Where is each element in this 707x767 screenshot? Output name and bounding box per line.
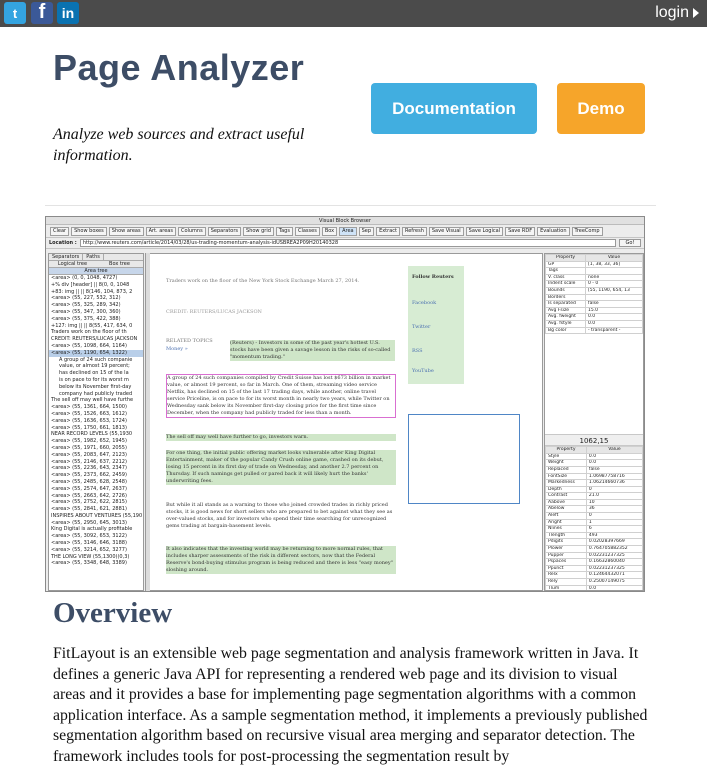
tree-row[interactable]: THE LONG VIEW (55,1300)(0,3) (51, 553, 130, 560)
property-row (546, 559, 643, 566)
toolbar-button[interactable]: Tags (276, 227, 293, 236)
chevron-right-icon[interactable] (693, 8, 699, 18)
tree-row[interactable]: <area> (55, 1361, 664, 1500) (51, 404, 127, 411)
app-screenshot (45, 216, 645, 592)
tree-row[interactable]: NEAR RECORD LEVELS (55,1930 (51, 431, 133, 438)
property-row (546, 493, 643, 500)
property-name: Replaced (546, 466, 587, 473)
property-value: 493 (586, 532, 642, 539)
toolbar-button[interactable]: Save Logical (466, 227, 503, 236)
tab-box-tree[interactable]: Box tree (109, 261, 130, 267)
tree-row[interactable]: <area> (55, 2083, 647, 2123) (51, 451, 127, 458)
tree-row[interactable]: <area> (55, 375, 422, 388) (51, 315, 121, 322)
property-value: 0.16632860040 (586, 559, 642, 566)
property-row (546, 453, 643, 460)
property-name: Depth (546, 486, 587, 493)
property-value: 21.0 (586, 493, 642, 500)
property-name: Tags (546, 268, 586, 275)
property-value: 0 (586, 513, 642, 520)
property-name: Avg. fstyle (546, 320, 586, 327)
property-value: 1.06987758716 (586, 473, 642, 480)
property-name: Tlum (546, 585, 587, 591)
property-value: 15.0 (586, 307, 643, 314)
property-row (546, 513, 643, 520)
property-row (546, 499, 643, 506)
tree-pane (48, 253, 144, 591)
property-value: 1.06214660736 (586, 480, 642, 487)
page-preview (145, 253, 543, 591)
documentation-button[interactable]: Documentation (371, 83, 537, 134)
property-row (546, 579, 643, 586)
property-value: - transparent - (586, 327, 643, 334)
tree-row[interactable]: <area> (55, 2841, 621, 2881) (51, 506, 127, 513)
property-row (546, 526, 643, 533)
property-value: 0.12464432071 (586, 572, 642, 579)
toolbar-button[interactable]: Show areas (109, 227, 144, 236)
property-value: 0.0 (586, 314, 643, 321)
property-name: Bg color (546, 327, 586, 334)
property-name: Relx (546, 572, 587, 579)
property-row (546, 261, 643, 268)
overview-text: FitLayout is an extensible web page segmentation and analysis framework written in Java. It defines a generic Java API for representing a rendered web page and its division to visual areas and it provides a base for implementing page segmentation algorithms with a common application interface. As a sample segmentation method, it implements a previously published segmentation algorithm based on recursive visual area merging and separator detection. The framework includes tools for post-processing the segmentation result by (53, 645, 648, 765)
tree-row[interactable]: <area> (55, 2752, 622, 2815) (51, 499, 127, 506)
preview-related-link: Money » (166, 346, 188, 352)
property-row (546, 546, 643, 553)
tree-row[interactable]: <area> (55, 2950, 645, 3013) (51, 519, 127, 526)
preview-follow-link: Twitter (412, 324, 431, 330)
toolbar-button[interactable]: Clear (50, 227, 69, 236)
property-row (546, 565, 643, 572)
toolbar-button[interactable]: Sep (359, 227, 374, 236)
property-row (546, 473, 643, 480)
property-value: 0.764705882352 (586, 546, 642, 553)
toolbar-button[interactable]: Refresh (402, 227, 427, 236)
tree-row[interactable]: The sell off may well have furthe (51, 397, 134, 404)
property-name: Borders (546, 294, 586, 301)
properties-pane (544, 253, 644, 591)
property-name: V. class (546, 274, 586, 281)
property-row (546, 268, 643, 275)
tree-row[interactable]: King Digital is actually profitable (51, 526, 133, 533)
tree-row[interactable]: <area> (55, 2485, 628, 2548) (51, 478, 127, 485)
property-row (546, 294, 643, 301)
property-value: none (586, 274, 643, 281)
property-row (546, 281, 643, 288)
preview-follow-link: Facebook (412, 300, 437, 306)
area-tree-label: Area tree (49, 268, 143, 275)
property-name: Abelow (546, 506, 587, 513)
property-value: [1, 38, 33, 36] (586, 261, 643, 268)
preview-follow-link: YouTube (412, 368, 434, 374)
tree-row[interactable]: below its November first-day (59, 383, 132, 390)
toolbar-button[interactable]: Extract (376, 227, 400, 236)
property-name: Pupper (546, 552, 587, 559)
property-row (546, 506, 643, 513)
property-row (546, 274, 643, 281)
tree-row[interactable]: is on pace to for its worst m (59, 376, 129, 383)
toolbar-button[interactable]: Columns (178, 227, 206, 236)
tagline: Analyze web sources and extract useful information. (53, 126, 305, 164)
tree-row[interactable]: <area> (55, 3146, 646, 3188) (51, 540, 127, 547)
tree-row[interactable]: CREDIT: REUTERS/LUCAS JACKSON (51, 336, 138, 343)
tree-row[interactable]: <area> (55, 3348, 648, 3389) (51, 560, 127, 567)
property-name: Avg. fweight (546, 314, 586, 321)
location-bar (46, 238, 644, 249)
tree-row[interactable]: value, or almost 19 percent; (59, 363, 130, 370)
area-properties-table: Property Value GP [1, 38, 33, 36] Tags V. class none Indent scale 0 - 0 Bounds [55, 1190, 654, 13 Borders Is separated false Avg Fsize 15.0 Avg. fweight 0.0 Avg. fstyle 0.0 Bg color - transparent - (545, 254, 643, 334)
tree-row[interactable]: <area> (55, 2236, 643, 2347) (51, 465, 127, 472)
location-label: Location : (49, 240, 77, 246)
coordinates-readout: 1062,15 (545, 434, 643, 446)
property-value: false (586, 466, 642, 473)
preview-follow: Follow Reuters (412, 274, 454, 280)
property-name: Plower (546, 546, 587, 553)
location-input[interactable]: http://www.reuters.com/article/2014/03/28/us-trading-momentum-analysis-idUSBREA2P09H20140328 (80, 239, 616, 247)
page-title: Page Analyzer (53, 47, 305, 88)
tree-row[interactable]: +% div [header] || 8(0, 0, 1048 (51, 281, 130, 288)
property-name: Aabove (546, 499, 587, 506)
property-row (546, 486, 643, 493)
tree-row[interactable]: <area> (55, 3092, 653, 3122) (51, 533, 127, 540)
top-bar (0, 0, 707, 27)
tree-row[interactable]: <area> (55, 1190, 654, 1322) (49, 350, 143, 357)
window-title: Visual Block Browser (46, 217, 644, 225)
property-name: Bounds (546, 287, 586, 294)
preview-caption: Traders work on the floor of the New York Stock Exchange March 27, 2014. (166, 278, 360, 284)
linkedin-icon[interactable]: in (57, 2, 79, 24)
tree-row[interactable]: <area> (55, 347, 300, 360) (51, 308, 121, 315)
property-value: 0.0 (586, 453, 642, 460)
preview-follow-link: RSS (412, 348, 423, 354)
property-row (546, 307, 643, 314)
toolbar-button[interactable]: Show grid (243, 227, 274, 236)
toolbar (46, 225, 644, 238)
tree-row[interactable]: +127: img || || 8(55, 417, 634, 0 (51, 322, 133, 329)
tab-logical-tree[interactable]: Logical tree (57, 261, 88, 267)
preview-lead: (Reuters) - Investors in some of the past year's hottest U.S. stocks have been given a savage lesson in the risks of so-called "momentum trading." (230, 340, 395, 361)
property-row (546, 460, 643, 467)
tree-row[interactable]: A group of 24 such companie (59, 356, 133, 363)
login-link[interactable]: login (655, 4, 689, 21)
tree-row[interactable]: has declined on 15 of the la (59, 370, 129, 377)
property-row (546, 519, 643, 526)
tab-paths[interactable]: Paths (83, 254, 104, 260)
preview-para: For one thing, the initial public offering market looks vulnerable after King Digital Entertainment, maker of the popular Candy Crush online game, crashed on its debut, losing 15 percent in its first day of trade on Wednesday, and another 2.7 percent on Thursday. If such namings get pulled or pared back it will likely hurt the banks' underwriting fees. (166, 450, 396, 485)
toolbar-button[interactable]: Save Visual (429, 227, 464, 236)
tree-row[interactable]: company had publicly traded (59, 390, 133, 397)
property-row (546, 552, 643, 559)
property-value: 0.25007149075 (586, 579, 642, 586)
tree-row[interactable]: +83: img || || 8(146, 104, 873, 2 (51, 288, 133, 295)
tree-row[interactable]: <area> (0, 0, 1048, 4727) (51, 275, 118, 281)
property-value: 6 (586, 526, 642, 533)
preview-para: It also indicates that the investing world may be returning to more normal rules, that includes sharper assessments of the risk in different sectors, now that the Federal Reserve's bond-buying stimulus program is being reduced and there is less "easy money" sloshing around. (166, 546, 396, 574)
property-name: Contrast (546, 493, 587, 500)
toolbar-button[interactable]: Classes (295, 227, 320, 236)
property-value: 0.0 (586, 320, 643, 327)
toolbar-button[interactable]: TreeComp (572, 227, 603, 236)
property-value: 10 (586, 499, 642, 506)
property-value: 0.0 (586, 460, 642, 467)
tree-row[interactable]: <area> (55, 1526, 663, 1612) (51, 410, 127, 417)
property-row (546, 301, 643, 308)
feature-properties-table: Property Value Style 0.0 Weight 0.0 Replaced false FontSize 1.06987758716 Markedness 1.06214660736 Depth 0 Contrast 21.0 Aabove 10 Abelow 36 Aleft 0 Aright 1 Nlines 6 Tlength 493 Pdigits 0.02028397669 Plower 0.764705882352 Pupper 0.02231237325 Pspaces 0.16632860040 Ppunct 0.02231237325 Relx 0.12464432071 Rely 0.25007149075 Tlum 0.0 (545, 446, 643, 591)
property-value: 0.02231237325 (586, 565, 642, 572)
property-name: Ppunct (546, 565, 587, 572)
property-row (546, 314, 643, 321)
preview-ad-box (408, 414, 520, 504)
property-name: Tlength (546, 532, 587, 539)
property-name: Aleft (546, 513, 587, 520)
tree-row[interactable]: <area> (55, 227, 532, 312) (51, 295, 121, 302)
property-row (546, 585, 643, 591)
tree-row[interactable]: <area> (55, 1636, 653, 1724) (51, 417, 127, 424)
preview-caption-credit: CREDIT: REUTERS/LUCAS JACKSON (166, 309, 262, 315)
property-row (546, 572, 643, 579)
toolbar-button[interactable]: Evaluation (537, 227, 569, 236)
property-value: 0.02028397669 (586, 539, 642, 546)
toolbar-button[interactable]: Save RDF (505, 227, 535, 236)
tree-row[interactable]: <area> (55, 2574, 647, 2637) (51, 485, 127, 492)
tree-row[interactable]: <area> (55, 1750, 661, 1813) (51, 424, 127, 431)
property-value: 36 (586, 506, 642, 513)
property-value (586, 294, 643, 301)
property-row (546, 287, 643, 294)
property-value: 0 - 0 (586, 281, 643, 288)
tree-row[interactable]: <area> (55, 2146, 637, 2212) (51, 458, 127, 465)
property-name: Nlines (546, 526, 587, 533)
toolbar-button[interactable]: Show boxes (71, 227, 107, 236)
property-name: GP (546, 261, 586, 268)
property-name: Rely (546, 579, 587, 586)
tree-row[interactable]: <area> (55, 2663, 642, 2726) (51, 492, 127, 499)
divider (45, 205, 656, 206)
property-name: Is separated (546, 301, 586, 308)
property-name: FontSize (546, 473, 587, 480)
tree-row[interactable]: <area> (55, 2373, 662, 2459) (51, 472, 127, 479)
property-row (546, 466, 643, 473)
overview-heading: Overview (53, 597, 173, 629)
preview-para: The sell off may well have further to go, investors warn. (166, 434, 396, 441)
property-value: 1 (586, 519, 642, 526)
tree-row[interactable]: <area> (55, 1971, 660, 2055) (51, 444, 127, 451)
preview-para-selected: A group of 24 such companies compiled by Credit Suisse has lost $673 billion in market value, or almost 19 percent, so far in March. One of them, streaming video service Netflix, has declined on 15 of the last 17 trading days, while another, online travel service Priceline, is on pace to for its worst month in nearly two years, while Twitter on Wednesday sank below its November first-day closing price for the first time since December, when the company had publicly traded for less than a month. (166, 374, 396, 418)
property-name: Weight (546, 460, 587, 467)
property-row (546, 539, 643, 546)
property-name: Indent scale (546, 281, 586, 288)
tab-separators[interactable]: Separators (49, 254, 83, 260)
property-name: Markedness (546, 480, 587, 487)
property-value: 0.0 (586, 585, 642, 591)
tree-row[interactable]: <area> (55, 325, 289, 342) (51, 302, 121, 309)
property-row (546, 320, 643, 327)
toolbar-button[interactable]: Box (322, 227, 337, 236)
area-tree (49, 275, 143, 567)
property-row (546, 532, 643, 539)
tree-row[interactable]: <area> (55, 1098, 664, 1164) (51, 342, 127, 349)
tree-row[interactable]: Traders work on the floor of th (51, 329, 127, 336)
go-button[interactable]: Go! (619, 239, 641, 247)
demo-button[interactable]: Demo (557, 83, 645, 134)
facebook-icon[interactable]: f (31, 2, 53, 24)
toolbar-button[interactable]: Separators (208, 227, 241, 236)
property-value: 0.02231237325 (586, 552, 642, 559)
twitter-icon[interactable]: t (4, 2, 26, 24)
tree-row[interactable]: <area> (55, 1982, 652, 1945) (51, 438, 127, 445)
property-name: Style (546, 453, 587, 460)
property-value: false (586, 301, 643, 308)
property-name: Pdigits (546, 539, 587, 546)
preview-para: But while it all stands as a warning to those who joined crowded trades in richly priced stocks, it is good news for short sellers who are prepared to bet against what they see as over-valued stocks, and for investors who spend their time searching for unrecognized gems trading at bargain-basement levels. (166, 502, 393, 529)
property-value: [55, 1190, 654, 13 (586, 287, 643, 294)
preview-related-label: RELATED TOPICS (166, 338, 213, 344)
tree-row[interactable]: INSPIRES ABOUT VENTURES (55,190 (51, 512, 143, 519)
property-value: 0 (586, 486, 642, 493)
toolbar-button[interactable]: Art. areas (146, 227, 176, 236)
toolbar-button[interactable]: Area (339, 227, 357, 236)
property-name: Pspaces (546, 559, 587, 566)
property-name: Aright (546, 519, 587, 526)
property-row (546, 327, 643, 334)
scrollbar[interactable] (146, 253, 150, 591)
tree-row[interactable]: <area> (55, 3214, 652, 3277) (51, 546, 127, 553)
property-value (586, 268, 643, 275)
property-name: Avg Fsize (546, 307, 586, 314)
property-row (546, 480, 643, 487)
